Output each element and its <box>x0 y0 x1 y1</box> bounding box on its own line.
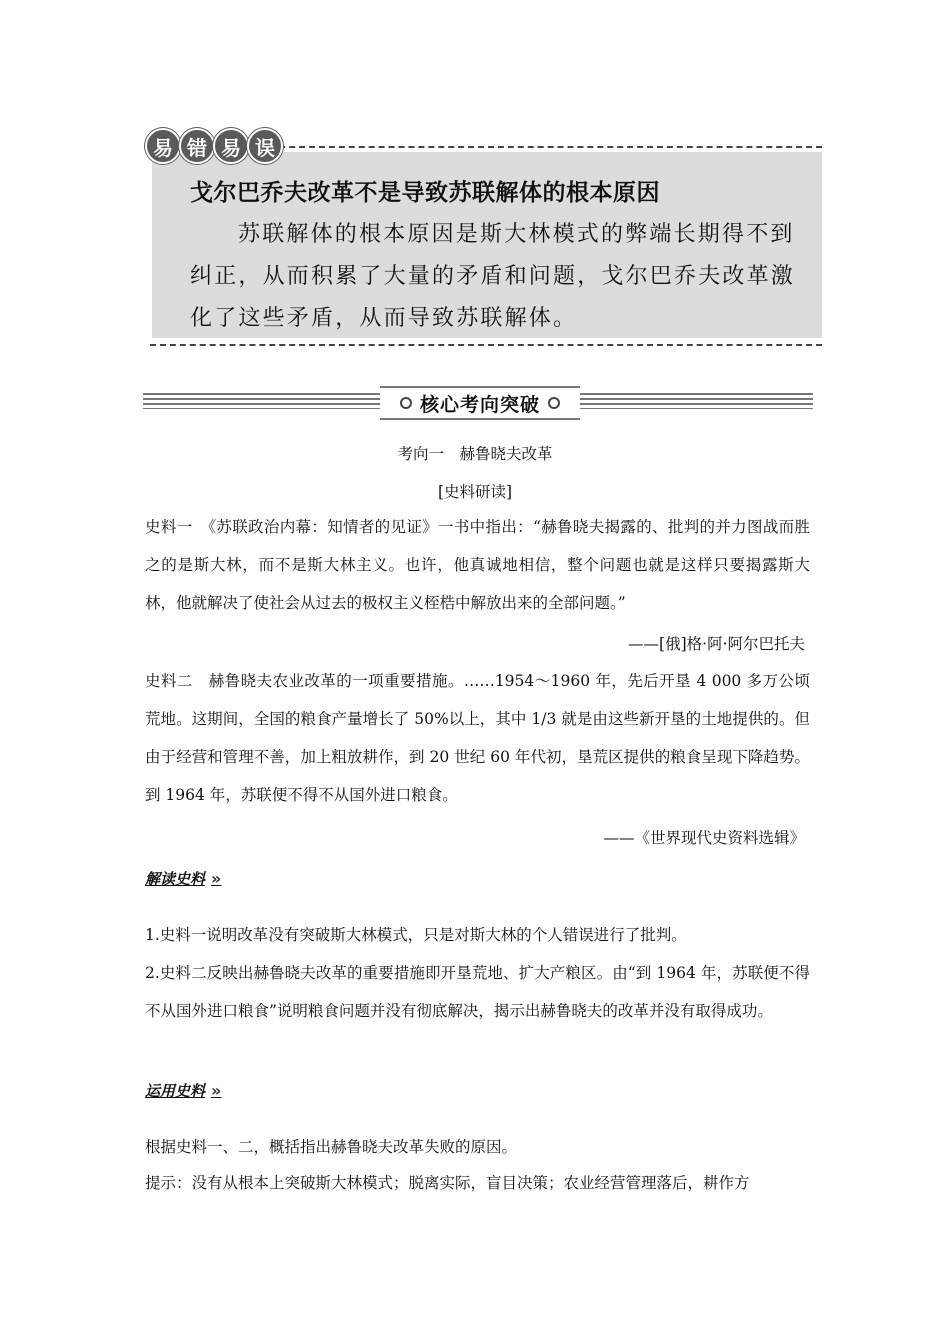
apply-label: 运用史料 <box>145 1082 206 1100</box>
source-2-attribution: ——《世界现代史资料选辑》 <box>603 829 805 847</box>
source-2-text: 史料二 赫鲁晓夫农业改革的一项重要措施。……1954～1960 年，先后开垦 4 000 多万公顷荒地。这期间，全国的粮食产量增长了 50%以上，其中 1/3 就是由这些新开垦的土地提供的。但由于经营和管理不善，加上粗放耕作，到 20 世纪 60 年代初，垦荒区提供的粮食呈现下降趋势。到 1964 年，苏联便不得不从国外进口粮食。 <box>145 672 810 804</box>
tip-badge-group <box>145 128 281 164</box>
source-1-attribution: ——[俄]格·阿·阿尔巴托夫 <box>628 635 805 653</box>
interpret-item-1: 1.史料一说明改革没有突破斯大林模式，只是对斯大林的个人错误进行了批判。 <box>145 926 687 944</box>
tip-badge-1: 易 <box>145 128 181 164</box>
apply-heading <box>145 1080 221 1101</box>
circle-icon <box>548 397 560 409</box>
tip-title: 戈尔巴乔夫改革不是导致苏联解体的根本原因 <box>190 180 660 206</box>
tip-badge-2: 错 <box>179 128 215 164</box>
source-1-text: 史料一 《苏联政治内幕：知情者的见证》一书中指出：“赫鲁晓夫揭露的、批判的并力图战而胜之的是斯大林，而不是斯大林主义。也许，他真诚地相信，整个问题也就是这样只要揭露斯大林，他就解决了使社会从过去的极权主义桎梏中解放出来的全部问题。” <box>145 518 810 612</box>
interpret-heading <box>145 868 221 889</box>
tip-badge-4: 误 <box>247 128 283 164</box>
interpret-item-2: 2.史料二反映出赫鲁晓夫改革的重要措施即开垦荒地、扩大产粮区。由“到 1964 年，苏联便不得不从国外进口粮食”说明粮食问题并没有彻底解决，揭示出赫鲁晓夫的改革并没有取得成功。 <box>145 964 810 1020</box>
tip-box-bottom-border <box>150 344 822 346</box>
double-chevron-icon: » <box>211 1081 222 1100</box>
apply-question: 根据史料一、二，概括指出赫鲁晓夫改革失败的原因。 <box>145 1138 518 1156</box>
topic-subheading: [史料研读] <box>437 483 513 501</box>
circle-icon <box>400 397 412 409</box>
apply-hint: 提示：没有从根本上突破斯大林模式；脱离实际，盲目决策；农业经营管理落后，耕作方 <box>145 1174 750 1192</box>
topic-heading: 考向一 赫鲁晓夫改革 <box>397 445 553 463</box>
tip-body: 苏联解体的根本原因是斯大林模式的弊端长期得不到纠正，从而积累了大量的矛盾和问题，戈尔巴乔夫改革激化了这些矛盾，从而导致苏联解体。 <box>190 222 796 331</box>
tip-badge-3: 易 <box>213 128 249 164</box>
section-banner <box>380 386 580 420</box>
banner-decoration-right <box>577 393 813 409</box>
interpret-label: 解读史料 <box>145 870 206 888</box>
double-chevron-icon: » <box>211 869 222 888</box>
section-title: 核心考向突破 <box>419 393 540 416</box>
banner-decoration-left <box>143 393 383 409</box>
